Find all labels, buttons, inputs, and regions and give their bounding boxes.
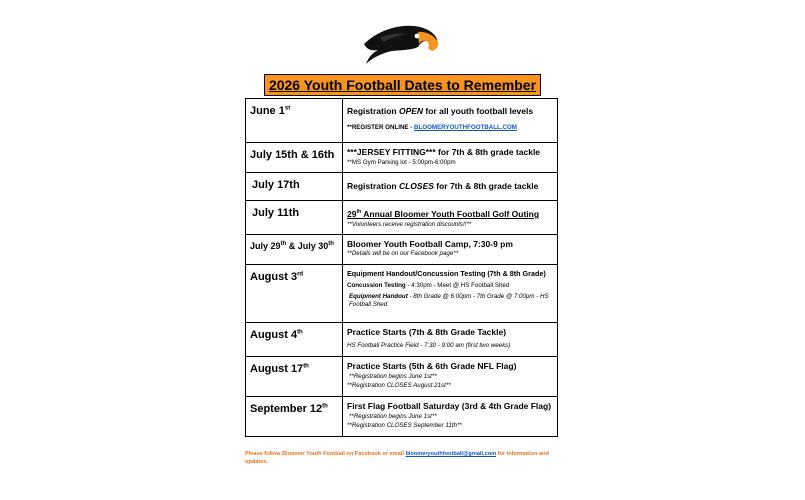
date-suffix: rd xyxy=(297,271,304,278)
email-link[interactable]: bloomeryouthfootball@gmail.com xyxy=(405,451,497,457)
event-title: First Flag Football Saturday (3rd & 4th Grade Flag) xyxy=(347,401,552,411)
date-cell: July 29th & July 30th xyxy=(246,235,343,265)
event-cell xyxy=(343,235,558,265)
hawk-logo-icon xyxy=(362,20,440,68)
table-row xyxy=(246,173,558,201)
table-row xyxy=(246,397,558,437)
date-cell xyxy=(246,201,343,235)
event-detail: **MS Gym Parking lot - 5:00pm-6:00pm xyxy=(347,159,456,166)
table-row xyxy=(246,99,558,143)
event-cell xyxy=(343,143,558,173)
event-title: 29th Annual Bloomer Youth Football Golf Outing xyxy=(347,208,540,219)
date-cell xyxy=(246,323,343,357)
footer-text: for information and updates. xyxy=(245,451,549,465)
date-cell xyxy=(246,265,343,323)
date-cell xyxy=(246,357,343,397)
event-title: Registration CLOSES for 7th & 8th grade tackle xyxy=(347,181,539,191)
event-cell xyxy=(343,173,558,201)
table-row xyxy=(246,357,558,397)
event-cell xyxy=(343,99,558,143)
event-detail: HS Football Practice Field - 7:30 - 9:00 am (first two weeks) xyxy=(347,342,511,349)
event-detail: Concussion Testing - 4:30pm - Meet @ HS Football Shed xyxy=(347,282,510,289)
date-text: July 15th & 16th xyxy=(250,149,335,161)
event-cell xyxy=(343,265,558,323)
event-detail: **REGISTER ONLINE - BLOOMERYOUTHFOOTBALL.COM xyxy=(347,124,517,131)
event-detail: **Volunteers receive registration discounts!!** xyxy=(347,220,472,228)
date-text: July 11th xyxy=(252,207,300,219)
date-text: August 17 xyxy=(250,363,304,375)
footer-text: Please follow Bloomer Youth Football on Facebook or email xyxy=(245,451,406,457)
event-cell xyxy=(343,357,558,397)
date-cell xyxy=(246,99,343,143)
table-row xyxy=(246,235,558,265)
event-title: Equipment Handout/Concussion Testing (7th & 8th Grade) xyxy=(347,269,546,278)
event-title: Registration OPEN for all youth football levels xyxy=(347,106,534,116)
schedule-table xyxy=(245,98,558,437)
event-detail: **Registration CLOSES September 11th** xyxy=(347,422,462,429)
page-title: 2026 Youth Football Dates to Remember xyxy=(264,74,541,96)
event-detail: **Registration CLOSES August 21st** xyxy=(347,382,451,389)
date-cell xyxy=(246,397,343,437)
table-row xyxy=(246,201,558,235)
date-cell xyxy=(246,143,343,173)
date-suffix: st xyxy=(284,105,291,112)
date-suffix: th xyxy=(297,329,303,336)
date-suffix: th xyxy=(322,403,328,410)
table-row xyxy=(246,143,558,173)
registration-link[interactable]: BLOOMERYOUTHFOOTBALL.COM xyxy=(414,124,517,131)
table-row xyxy=(246,265,558,323)
date-text: September 12 xyxy=(250,403,323,415)
date-text: August 3 xyxy=(250,271,298,283)
event-cell xyxy=(343,323,558,357)
event-title: Practice Starts (7th & 8th Grade Tackle) xyxy=(347,327,507,337)
date-cell xyxy=(246,173,343,201)
date-text: June 1 xyxy=(250,105,285,117)
event-detail: Equipment Handout - 8th Grade @ 6:00pm - 7th Grade @ 7:00pm - HS Football Shed xyxy=(349,293,549,308)
table-row xyxy=(246,323,558,357)
date-text: July 17th xyxy=(252,179,300,191)
event-detail: **Registration begins June 1st** xyxy=(349,373,437,380)
event-title: ***JERSEY FITTING*** for 7th & 8th grade tackle xyxy=(347,147,541,157)
event-title: Practice Starts (5th & 6th Grade NFL Flag) xyxy=(347,361,517,371)
date-suffix: th xyxy=(303,363,309,370)
event-detail: **Registration begins June 1st** xyxy=(349,413,437,420)
date-text: August 4 xyxy=(250,329,298,341)
event-detail: **Details will be on our Facebook page** xyxy=(347,250,459,257)
footer-note xyxy=(245,450,565,466)
event-cell xyxy=(343,201,558,235)
event-cell xyxy=(343,397,558,437)
event-title: Bloomer Youth Football Camp, 7:30-9 pm xyxy=(347,239,513,249)
